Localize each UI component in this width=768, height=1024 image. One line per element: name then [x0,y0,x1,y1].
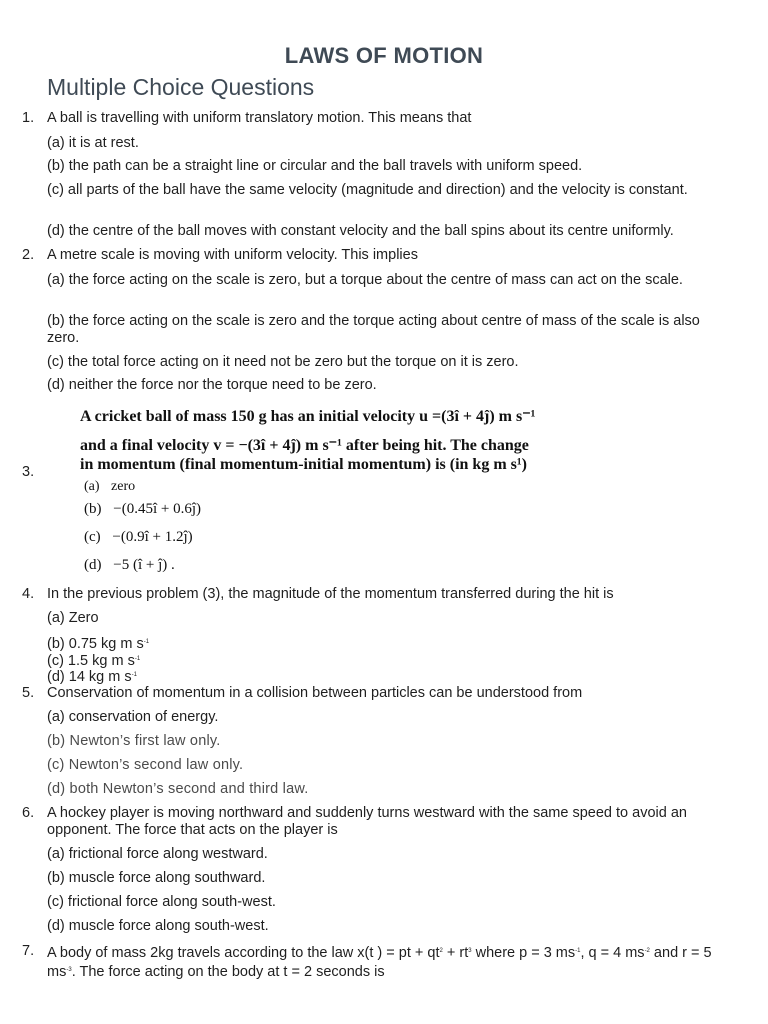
option-b [84,501,201,518]
unit-superscript: -1 [134,656,141,662]
option-d [47,667,727,686]
superscript: -1 [575,948,581,954]
question-text: A metre scale is moving with uniform velocity. This implies [47,247,418,263]
option-b: (b) muscle force along southward. [47,870,266,886]
question-number: 6. [22,805,35,821]
question-number: 1. [22,110,35,126]
text-part: A body of mass 2kg travels according to the law x(t ) = pt + qt [47,945,440,961]
question-text-line: in momentum (final momentum-initial momentum) is (in kg m s¹) [80,456,528,473]
question-number: 2. [22,247,35,263]
question-number: 5. [22,685,35,701]
option-value: zero [111,479,136,494]
option-c: (c) Newton’s second law only. [47,757,244,773]
option-value: −(0.9î + 1.2ĵ) [112,529,193,545]
option-d: (d) neither the force nor the torque need to be zero. [47,377,377,393]
question-text-line: A cricket ball of mass 150 g has an initial velocity u =(3î + 4ĵ) m s⁻¹ [80,408,536,425]
option-value: −5 (î + ĵ) . [113,557,175,573]
question-text: In the previous problem (3), the magnitude of the momentum transferred during the hit is [47,586,614,602]
section-subtitle: Multiple Choice Questions [47,74,315,100]
option-value: −(0.45î + 0.6ĵ) [113,501,201,517]
question-text: A ball is travelling with uniform translatory motion. This means that [47,110,472,126]
unit-superscript: -1 [143,639,150,645]
question-text [47,943,727,981]
option-label: (b) [84,501,102,517]
question-number: 3. [22,464,35,480]
text-part: , q = 4 ms [580,945,645,961]
text-part: and r = 5 ms [47,945,712,980]
option-label: (c) [84,529,101,545]
option-d: (d) muscle force along south-west. [47,918,269,934]
option-label: (d) [84,557,102,573]
option-b: (b) the force acting on the scale is zero and the torque acting about centre of mass of the scale is also zero. [47,313,700,346]
option-label: (a) [84,479,100,494]
option-d [84,557,175,574]
option-a: (a) frictional force along westward. [47,846,268,862]
superscript: -2 [644,948,650,954]
option-c [84,529,193,546]
superscript: -3 [66,967,72,973]
option-d: (d) both Newton’s second and third law. [47,781,309,797]
option-a: (a) conservation of energy. [47,709,219,725]
option-a: (a) Zero [47,610,99,626]
option-d: (d) the centre of the ball moves with constant velocity and the ball spins about its centre uniformly. [47,223,674,239]
text-part: . The force acting on the body at t = 2 seconds is [71,964,385,980]
option-text: (d) 14 kg m s [47,669,132,685]
option-b: (b) Newton’s first law only. [47,733,221,749]
text-part: where p = 3 ms [471,945,576,961]
question-text: Conservation of momentum in a collision between particles can be understood from [47,685,583,701]
superscript: 3 [468,948,472,954]
question-text: A hockey player is moving northward and suddenly turns westward with the same speed to avoid an opponent. The force that acts on the player is [47,805,687,838]
question-number: 4. [22,586,35,602]
question-number: 7. [22,943,35,959]
option-text: (c) 1.5 kg m s [47,653,135,669]
superscript: 2 [439,948,443,954]
option-c: (c) the total force acting on it need not be zero but the torque on it is zero. [47,354,519,370]
option-a: (a) the force acting on the scale is zero, but a torque about the centre of mass can act on the scale. [47,272,683,288]
option-text: (b) 0.75 kg m s [47,636,144,652]
text-part: + rt [442,945,469,961]
option-a: (a) it is at rest. [47,135,139,151]
option-c: (c) all parts of the ball have the same velocity (magnitude and direction) and the velocity is constant. [47,182,688,198]
option-b: (b) the path can be a straight line or circular and the ball travels with uniform speed. [47,158,583,174]
unit-superscript: -1 [131,672,137,678]
document-title: LAWS OF MOTION [284,43,484,68]
option-c: (c) frictional force along south-west. [47,894,276,910]
option-a [84,479,135,495]
question-text-line: and a final velocity v = −(3î + 4ĵ) m s⁻¹ after being hit. The change [80,437,529,454]
